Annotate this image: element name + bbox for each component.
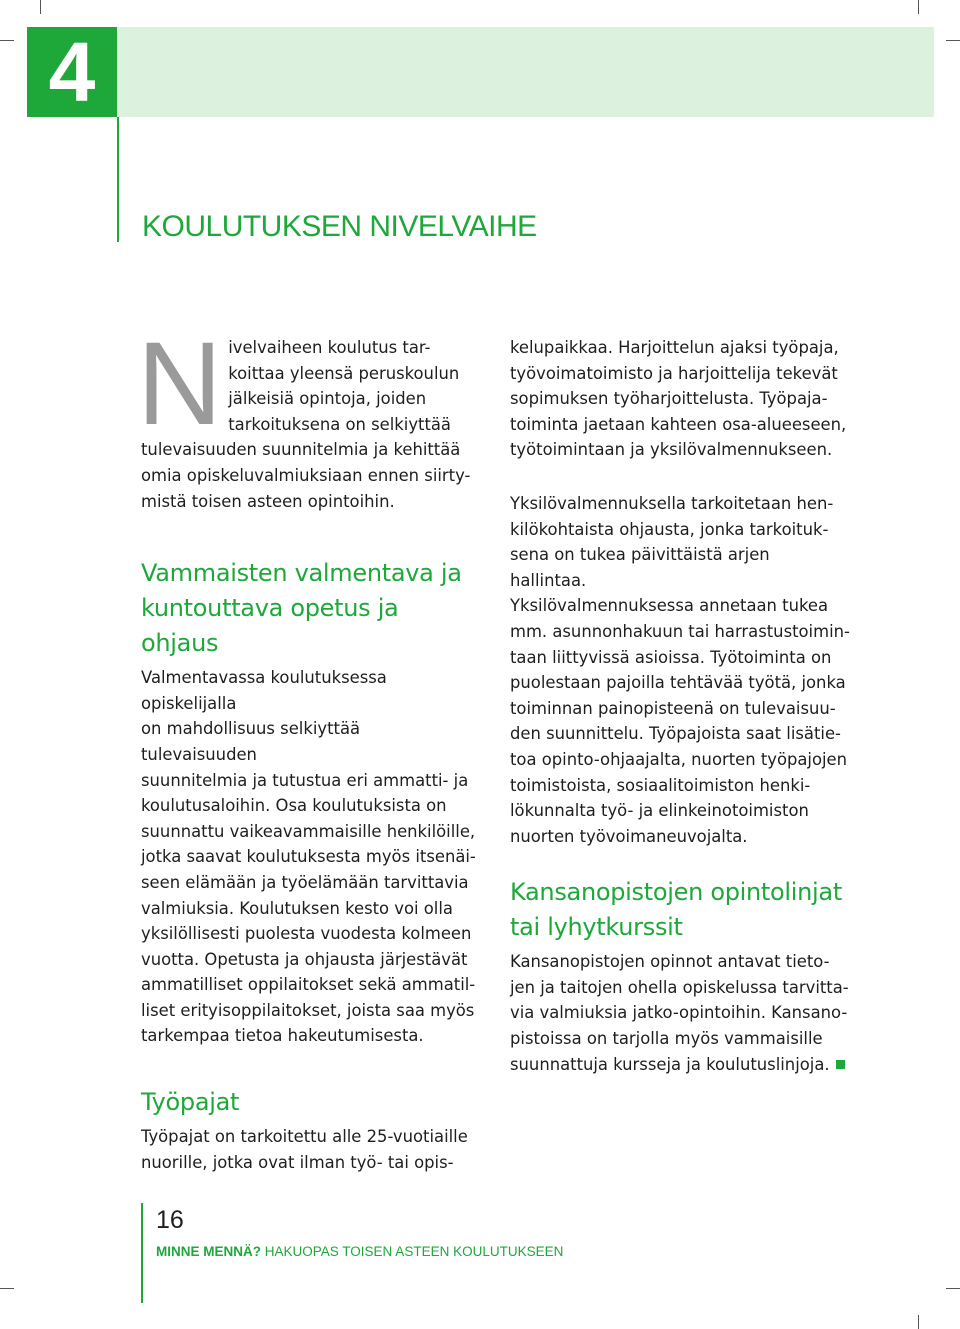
page-number: 16 xyxy=(156,1206,184,1234)
intro-line: ivelvaiheen koulutus tar- xyxy=(228,338,431,357)
crop-mark xyxy=(946,40,960,41)
section-body xyxy=(510,335,850,463)
body-line: yksilöllisesti puolesta vuodesta kolmeen xyxy=(141,924,472,944)
body-line: toiminnan painopisteenä on tulevaisuu- xyxy=(510,698,836,718)
intro-line: koittaa yleensä peruskoulun xyxy=(228,363,460,383)
section-body xyxy=(510,949,850,1077)
body-line: koulutusaloihin. Osa koulutuksista on xyxy=(141,796,447,816)
body-line: valmiuksia. Koulutuksen kesto voi olla xyxy=(141,898,453,918)
body-line: suunnattu vaikeavammaisille henkilöille, xyxy=(141,821,476,841)
body-line: jen ja taitojen ohella opiskelussa tarvitta- xyxy=(510,977,849,997)
body-line: den suunnittelu. Työpajoista saat lisätie- xyxy=(510,724,841,744)
body-line: sopimuksen työharjoittelusta. Työpaja- xyxy=(510,389,828,409)
body-line: nuorille, jotka ovat ilman työ- tai opis- xyxy=(141,1152,454,1172)
body-line: vuotta. Opetusta ja ohjausta järjestävät xyxy=(141,949,468,969)
crop-mark xyxy=(946,1288,960,1289)
body-line: liset erityisoppilaitokset, joista saa myös xyxy=(141,1000,475,1020)
body-line: Yksilövalmennuksessa annetaan tukea xyxy=(510,596,829,616)
heading-line: Kansanopistojen opintolinjat xyxy=(510,878,842,907)
left-column xyxy=(137,318,481,1175)
header-rule xyxy=(117,117,119,242)
intro-line: jälkeisiä opintoja, joiden xyxy=(228,389,427,409)
crop-mark xyxy=(918,0,919,14)
body-line: mm. asunnonhakuun tai harrastustoimin- xyxy=(510,621,850,641)
crop-mark xyxy=(0,40,14,41)
footer-rule xyxy=(141,1203,143,1303)
body-line: tarkempaa tietoa hakeutumisesta. xyxy=(141,1026,424,1046)
heading-line: Vammaisten valmentava ja xyxy=(141,559,462,588)
footer-subtitle: HAKUOPAS TOISEN ASTEEN KOULUTUKSEEN xyxy=(264,1244,564,1259)
intro-line: mistä toisen asteen opintoihin. xyxy=(141,491,395,511)
body-line: kilökohtaista ohjausta, jonka tarkoituk- xyxy=(510,519,829,539)
body-line: lökunnalta työ- ja elinkeinotoimiston xyxy=(510,801,809,821)
body-line: pistoissa on tarjolla myös vammaisille xyxy=(510,1029,823,1049)
section-heading: Työpajat xyxy=(141,1088,240,1117)
body-line: on mahdollisuus selkiyttää tulevaisuuden xyxy=(141,719,361,764)
crop-mark xyxy=(40,0,41,14)
body-line: Kansanopistojen opinnot antavat tieto- xyxy=(510,952,830,972)
body-line: toimistoista, sosiaalitoimiston henki- xyxy=(510,775,811,795)
intro-line: omia opiskeluvalmiuksiaan ennen siirty- xyxy=(141,465,471,485)
body-line: puolestaan pajoilla tehtävää työtä, jonka xyxy=(510,673,846,693)
header-band xyxy=(117,27,934,117)
body-line-text: suunnattuja kursseja ja koulutuslinjoja. xyxy=(510,1054,830,1074)
body-line: ammatilliset oppilaitokset sekä ammatil- xyxy=(141,975,476,995)
body-line: seen elämään ja työelämään tarvittavia xyxy=(141,872,469,892)
body-line: työtoimintaan ja yksilövalmennukseen. xyxy=(510,440,833,460)
section-heading xyxy=(141,556,481,661)
body-line: toiminta jaetaan kahteen osa-alueeseen, xyxy=(510,414,847,434)
section-body xyxy=(141,1124,481,1175)
footer-brand: MINNE MENNÄ? xyxy=(156,1244,261,1259)
right-column xyxy=(510,335,850,1077)
intro-paragraph xyxy=(137,318,481,514)
body-line: Työpajat on tarkoitettu alle 25-vuotiaille xyxy=(141,1127,468,1147)
footer-title xyxy=(156,1244,563,1259)
heading-line: tai lyhytkurssit xyxy=(510,913,683,942)
body-line: toa opinto-ohjaajalta, nuorten työpajojen xyxy=(510,749,848,769)
heading-line: kuntouttava opetus ja ohjaus xyxy=(141,594,399,658)
body-line: nuorten työvoimaneuvojalta. xyxy=(510,826,748,846)
section-heading xyxy=(510,875,850,945)
body-line: kelupaikkaa. Harjoittelun ajaksi työpaja, xyxy=(510,338,839,357)
chapter-number: 4 xyxy=(27,27,117,117)
body-line: Yksilövalmennuksella tarkoitetaan hen- xyxy=(510,493,834,513)
body-line: taan liittyvissä asioissa. Työtoiminta on xyxy=(510,647,832,667)
body-line: via valmiuksia jatko-opintoihin. Kansano- xyxy=(510,1003,848,1023)
intro-line: tulevaisuuden suunnitelmia ja kehittää xyxy=(141,440,461,460)
body-line: työvoimatoimisto ja harjoittelija tekevät xyxy=(510,363,838,383)
body-line: Valmentavassa koulutuksessa opiskelijalla xyxy=(141,668,387,713)
crop-mark xyxy=(918,1315,919,1329)
body-line: jotka saavat koulutuksesta myös itsenäi- xyxy=(141,847,476,867)
body-line: sena on tukea päivittäistä arjen hallintaa. xyxy=(510,545,770,590)
chapter-title: KOULUTUKSEN NIVELVAIHE xyxy=(142,210,537,243)
intro-line: tarkoituksena on selkiyttää xyxy=(228,414,451,434)
section-body xyxy=(510,491,850,849)
dropcap: N xyxy=(137,318,223,450)
crop-mark xyxy=(0,1288,14,1289)
section-body xyxy=(141,665,481,1049)
body-line xyxy=(510,1052,850,1078)
end-square-icon xyxy=(836,1060,845,1069)
body-line: suunnitelmia ja tutustua eri ammatti- ja xyxy=(141,770,469,790)
